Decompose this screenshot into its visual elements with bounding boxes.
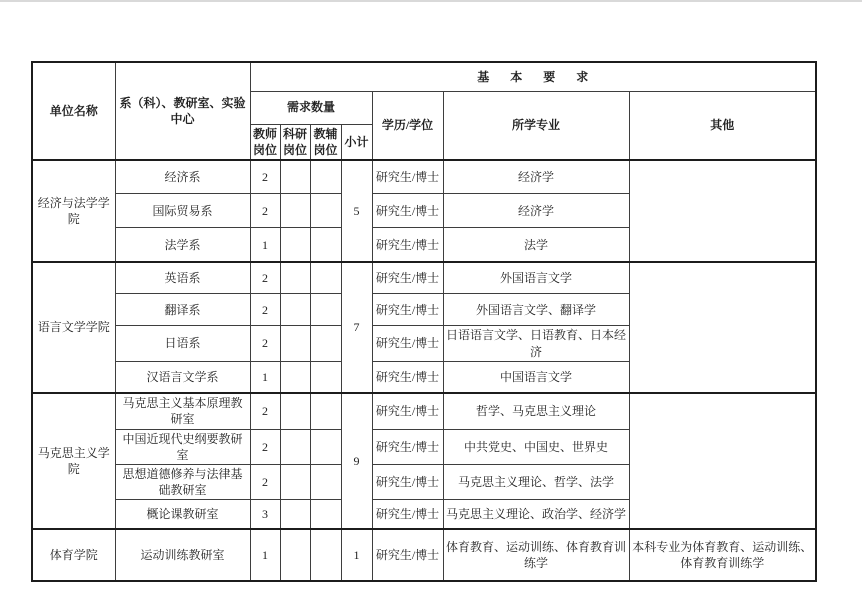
- cell-degree: 研究生/博士: [372, 262, 443, 294]
- cell-dept: 翻译系: [115, 294, 250, 326]
- cell-subtotal: 7: [341, 262, 372, 393]
- cell-aux-count: [310, 294, 341, 326]
- cell-research-count: [280, 361, 310, 393]
- table-row: [32, 160, 816, 194]
- header-aux-post: 教辅岗位: [310, 124, 341, 160]
- cell-major: 中国语言文学: [443, 361, 629, 393]
- cell-unit: 经济与法学学院: [32, 160, 115, 262]
- header-basic-requirements: 基 本 要 求: [250, 62, 816, 91]
- cell-degree: 研究生/博士: [372, 361, 443, 393]
- cell-teacher-count: 2: [250, 160, 280, 194]
- cell-teacher-count: 3: [250, 500, 280, 529]
- cell-research-count: [280, 294, 310, 326]
- cell-teacher-count: 1: [250, 529, 280, 581]
- cell-degree: 研究生/博士: [372, 160, 443, 194]
- cell-research-count: [280, 393, 310, 429]
- cell-research-count: [280, 228, 310, 262]
- cell-dept: 法学系: [115, 228, 250, 262]
- cell-major: 日语语言文学、日语教育、日本经济: [443, 326, 629, 361]
- cell-research-count: [280, 465, 310, 500]
- cell-dept: 英语系: [115, 262, 250, 294]
- cell-research-count: [280, 326, 310, 361]
- cell-degree: 研究生/博士: [372, 228, 443, 262]
- cell-major: 法学: [443, 228, 629, 262]
- cell-major: 马克思主义理论、哲学、法学: [443, 465, 629, 500]
- cell-degree: 研究生/博士: [372, 326, 443, 361]
- cell-dept: 日语系: [115, 326, 250, 361]
- cell-aux-count: [310, 228, 341, 262]
- cell-dept: 马克思主义基本原理教研室: [115, 393, 250, 429]
- header-unit-name: 单位名称: [32, 62, 115, 160]
- cell-subtotal: 9: [341, 393, 372, 529]
- cell-aux-count: [310, 160, 341, 194]
- cell-dept: 运动训练教研室: [115, 529, 250, 581]
- cell-aux-count: [310, 429, 341, 464]
- cell-aux-count: [310, 194, 341, 228]
- cell-research-count: [280, 529, 310, 581]
- cell-degree: 研究生/博士: [372, 294, 443, 326]
- cell-major: 经济学: [443, 160, 629, 194]
- header-demand-quantity: 需求数量: [250, 91, 372, 124]
- cell-aux-count: [310, 262, 341, 294]
- cell-aux-count: [310, 393, 341, 429]
- cell-teacher-count: 1: [250, 361, 280, 393]
- cell-research-count: [280, 262, 310, 294]
- cell-major: 经济学: [443, 194, 629, 228]
- cell-dept: 汉语言文学系: [115, 361, 250, 393]
- cell-aux-count: [310, 500, 341, 529]
- cell-aux-count: [310, 361, 341, 393]
- cell-degree: 研究生/博士: [372, 429, 443, 464]
- cell-research-count: [280, 194, 310, 228]
- cell-unit: 语言文学学院: [32, 262, 115, 393]
- cell-degree: 研究生/博士: [372, 393, 443, 429]
- cell-degree: 研究生/博士: [372, 465, 443, 500]
- cell-major: 马克思主义理论、政治学、经济学: [443, 500, 629, 529]
- cell-teacher-count: 2: [250, 393, 280, 429]
- cell-dept: 国际贸易系: [115, 194, 250, 228]
- cell-major: 外国语言文学、翻译学: [443, 294, 629, 326]
- cell-dept: 思想道德修养与法律基础教研室: [115, 465, 250, 500]
- table-row: [32, 393, 816, 429]
- header-teacher-post: 教师岗位: [250, 124, 280, 160]
- cell-major: 体育教育、运动训练、体育教育训练学: [443, 529, 629, 581]
- cell-research-count: [280, 160, 310, 194]
- cell-subtotal: 1: [341, 529, 372, 581]
- header-subtotal: 小计: [341, 124, 372, 160]
- header-degree: 学历/学位: [372, 91, 443, 160]
- cell-other: 本科专业为体育教育、运动训练、体育教育训练学: [629, 529, 816, 581]
- recruitment-requirements-table: [31, 61, 817, 582]
- cell-dept: 概论课教研室: [115, 500, 250, 529]
- cell-research-count: [280, 500, 310, 529]
- header-department: 系（科）、教研室、实验中心: [115, 62, 250, 160]
- cell-dept: 经济系: [115, 160, 250, 194]
- table-row: [32, 262, 816, 294]
- cell-other: [629, 262, 816, 393]
- header-major: 所学专业: [443, 91, 629, 160]
- cell-teacher-count: 2: [250, 465, 280, 500]
- cell-teacher-count: 2: [250, 429, 280, 464]
- cell-aux-count: [310, 529, 341, 581]
- cell-unit: 马克思主义学院: [32, 393, 115, 529]
- cell-teacher-count: 2: [250, 294, 280, 326]
- cell-teacher-count: 2: [250, 326, 280, 361]
- table-row: [32, 529, 816, 581]
- cell-degree: 研究生/博士: [372, 500, 443, 529]
- cell-teacher-count: 2: [250, 194, 280, 228]
- cell-other: [629, 393, 816, 529]
- cell-aux-count: [310, 465, 341, 500]
- cell-teacher-count: 2: [250, 262, 280, 294]
- cell-unit: 体育学院: [32, 529, 115, 581]
- cell-teacher-count: 1: [250, 228, 280, 262]
- cell-degree: 研究生/博士: [372, 194, 443, 228]
- cell-research-count: [280, 429, 310, 464]
- cell-major: 哲学、马克思主义理论: [443, 393, 629, 429]
- cell-major: 外国语言文学: [443, 262, 629, 294]
- cell-major: 中共党史、中国史、世界史: [443, 429, 629, 464]
- header-other: 其他: [629, 91, 816, 160]
- cell-subtotal: 5: [341, 160, 372, 262]
- cell-degree: 研究生/博士: [372, 529, 443, 581]
- cell-aux-count: [310, 326, 341, 361]
- header-research-post: 科研岗位: [280, 124, 310, 160]
- cell-other: [629, 160, 816, 262]
- cell-dept: 中国近现代史纲要教研室: [115, 429, 250, 464]
